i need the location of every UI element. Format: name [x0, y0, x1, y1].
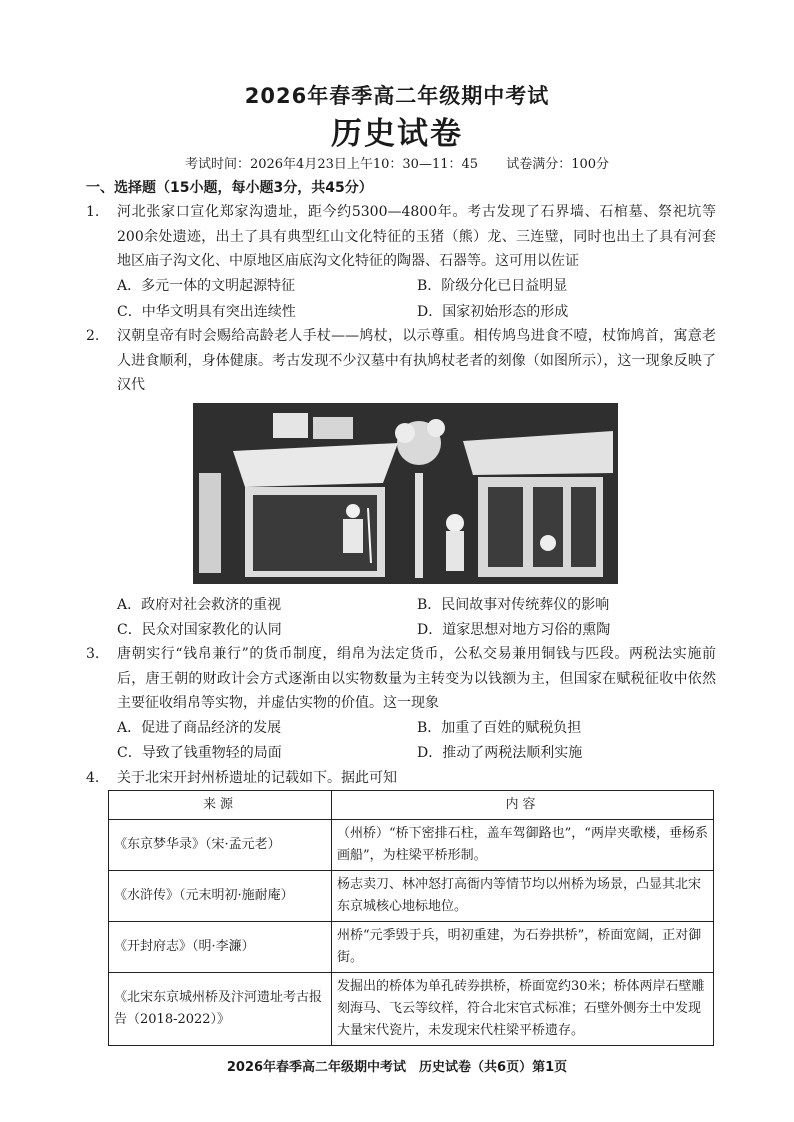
question-stem: 关于北宋开封州桥遗址的记载如下。据此可知: [117, 770, 397, 786]
question-3: [86, 642, 716, 716]
option-c: C．导致了钱重物轻的局面: [117, 745, 282, 761]
question-stem: 唐朝实行“钱帛兼行”的货币制度，绢帛为法定货币，公私交易兼用铜钱与匹段。两税法实施前后，唐王朝的财政计会方式逐渐由以实物数量为主转变为以钱额为主，但国家在赋税征收中依然主要征收绢帛等实物，并虚估实物的价值。这一现象: [117, 646, 716, 711]
question-number: 4.: [86, 770, 100, 786]
source-cell: 《北宋东京城州桥及汴河遗址考古报告（2018-2022）》: [109, 973, 332, 1046]
question-number: 1.: [86, 204, 100, 220]
option-c: C．民众对国家教化的认同: [117, 622, 282, 638]
table-row: [109, 922, 714, 973]
subject-title: 历史试卷: [331, 116, 463, 152]
question-stem: 河北张家口宣化郑家沟遗址，距今约5300—4800年。考古发现了石界墙、石棺墓、祭祀坑等200余处遗迹，出土了具有典型红山文化特征的玉猪（熊）龙、三连璧，同时也出土了具有河套地区庙子沟文化、中原地区庙底沟文化特征的陶器、石器等。这可用以佐证: [117, 204, 716, 269]
page-footer: 2026年春季高二年级期中考试 历史试卷（共6页）第1页: [226, 1060, 568, 1075]
question-stem: 汉朝皇帝有时会赐给高龄老人手杖——鸠杖，以示尊重。相传鸠鸟进食不噎，杖饰鸠首，寓意老人进食顺利，身体健康。考古发现不少汉墓中有执鸠杖老者的刻像（如图所示），这一现象反映了汉代: [117, 328, 716, 393]
option-b: B．阶级分化已日益明显: [417, 278, 568, 294]
question-2: [86, 324, 716, 398]
option-a: A．促进了商品经济的发展: [117, 720, 282, 736]
question-number: 3.: [86, 646, 100, 662]
exam-title: 2026年春季高二年级期中考试: [244, 84, 550, 108]
option-a: A．多元一体的文明起源特征: [117, 278, 296, 294]
option-b: B．民间故事对传统葬仪的影响: [417, 597, 610, 613]
source-table: [108, 790, 714, 1046]
table-row: [109, 820, 714, 871]
option-b: B．加重了百姓的赋税负担: [417, 720, 582, 736]
content-cell: 州桥“元季毁于兵，明初重建，为石券拱桥”，桥面宽阔，正对御街。: [332, 922, 714, 973]
option-d: D．国家初始形态的形成: [417, 304, 569, 320]
column-header-source: 来源: [109, 791, 332, 820]
relief-illustration: [193, 403, 618, 584]
source-cell: 《东京梦华录》（宋·孟元老）: [109, 820, 332, 871]
exam-time: 考试时间：2026年4月23日上午10：30—11：45: [184, 157, 479, 172]
full-score: 试卷满分：100分: [506, 157, 610, 172]
content-cell: 发掘出的桥体为单孔砖券拱桥，桥面宽约30米；桥体两岸石壁雕刻海马、飞云等纹样，符合北宋官式标准；石壁外侧夯土中发现大量宋代瓷片，未发现宋代柱梁平桥遗存。: [332, 973, 714, 1046]
table-row: [109, 871, 714, 922]
question-1: [86, 200, 716, 274]
table-header-row: [109, 791, 714, 820]
question-number: 2.: [86, 328, 100, 344]
option-d: D．道家思想对地方习俗的熏陶: [417, 622, 611, 638]
table-row: [109, 973, 714, 1046]
question-4: [86, 766, 716, 791]
exam-info: [0, 153, 794, 172]
content-cell: 杨志卖刀、林冲怒打高衙内等情节均以州桥为场景，凸显其北宋东京城核心地标地位。: [332, 871, 714, 922]
section-title: 一、选择题（15小题，每小题3分，共45分）: [86, 180, 373, 196]
han-tomb-relief-image: [193, 403, 618, 584]
option-a: A．政府对社会救济的重视: [117, 597, 282, 613]
option-c: C．中华文明具有突出连续性: [117, 304, 296, 320]
source-cell: 《开封府志》（明·李濂）: [109, 922, 332, 973]
option-d: D．推动了两税法顺利实施: [417, 745, 583, 761]
column-header-content: 内容: [332, 791, 714, 820]
content-cell: （州桥）“桥下密排石柱，盖车驾御路也”，“两岸夹歌楼，垂杨系画船”，为柱梁平桥形制。: [332, 820, 714, 871]
source-cell: 《水浒传》（元末明初·施耐庵）: [109, 871, 332, 922]
